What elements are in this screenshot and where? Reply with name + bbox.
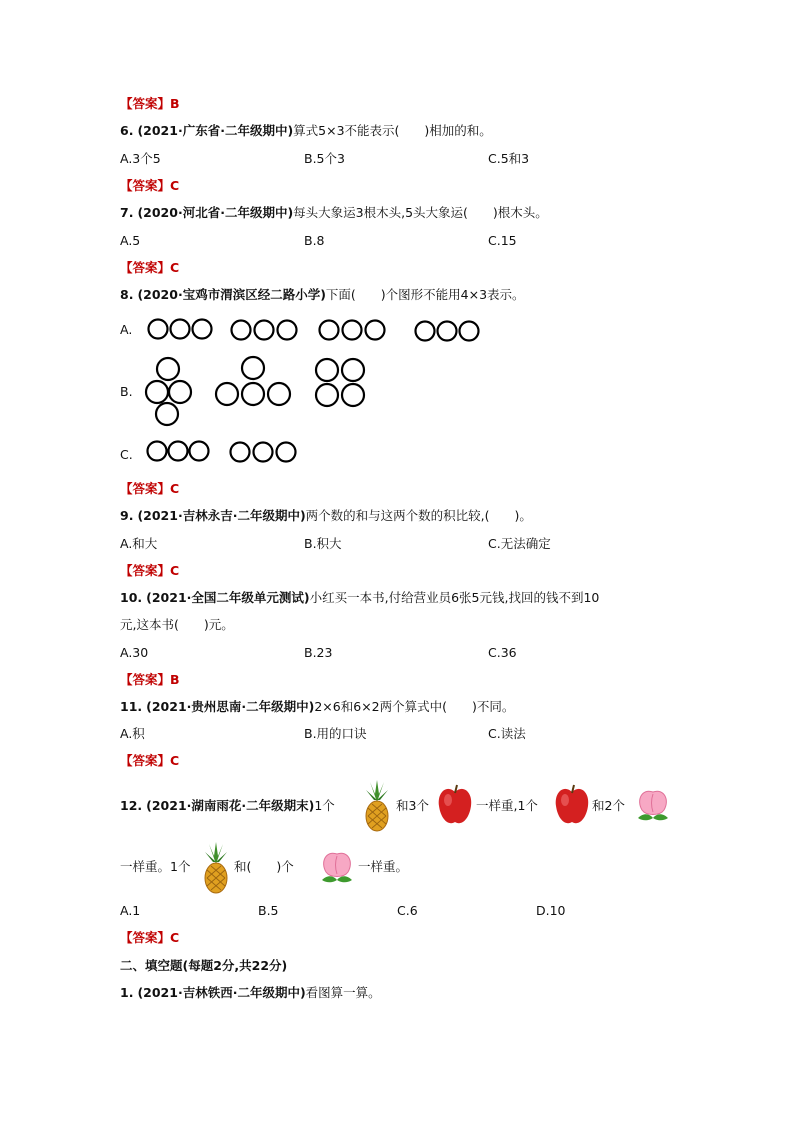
question-number: 10. (120, 590, 143, 605)
question-text: 每头大象运3根木头,5头大象运( )根木头。 (293, 205, 548, 220)
pineapple-icon (201, 842, 231, 894)
question-source: (2021·全国二年级单元测试) (146, 590, 310, 605)
answer-q11 (120, 752, 179, 770)
q7-option-a: A.5 (120, 233, 141, 248)
answer-q6 (120, 177, 179, 195)
pineapple-icon (362, 780, 392, 832)
answer-q7 (120, 259, 179, 277)
apple-icon (437, 784, 473, 826)
question-text: 下面( )个图形不能用4×3表示。 (325, 287, 525, 302)
answer-value: B (170, 96, 180, 111)
question-text: 1个 (314, 798, 335, 813)
question-9 (120, 507, 532, 525)
q8-figure-b (140, 350, 380, 430)
question-source: (2020·宝鸡市渭滨区经二路小学) (137, 287, 326, 302)
apple-icon (554, 784, 590, 826)
answer-label: 【答案】 (120, 672, 171, 687)
q10-option-c: C.36 (488, 645, 517, 660)
answer-q9 (120, 562, 179, 580)
circle-group-2 (216, 357, 290, 405)
question-source: (2021·吉林永吉·二年级期中) (137, 508, 306, 523)
question-text: 2×6和6×2两个算式中( )不同。 (314, 699, 515, 714)
q12-option-c: C.6 (397, 903, 418, 918)
question-12 (120, 797, 335, 815)
answer-value: C (170, 178, 180, 193)
answer-value: C (170, 563, 180, 578)
question-source: (2020·河北省·二年级期中) (137, 205, 294, 220)
peach-icon (634, 786, 672, 824)
answer-label: 【答案】 (120, 260, 171, 275)
question-source: (2021·湖南雨花·二年级期末) (146, 798, 315, 813)
q7-option-b: B.8 (304, 233, 325, 248)
question-number: 9. (120, 508, 134, 523)
circle-group-1 (149, 320, 212, 339)
q12-text-7: 一样重。 (358, 859, 409, 874)
question-source: (2021·吉林铁西·二年级期中) (137, 985, 306, 1000)
circle-group-2 (232, 321, 297, 340)
q12-option-b: B.5 (258, 903, 279, 918)
q9-option-c: C.无法确定 (488, 536, 551, 551)
question-source: (2021·广东省·二年级期中) (137, 123, 294, 138)
q9-option-a: A.和大 (120, 536, 158, 551)
answer-value: C (170, 481, 180, 496)
q8-option-c: C. (120, 447, 133, 462)
answer-label: 【答案】 (120, 930, 171, 945)
question-text: 小红买一本书,付给营业员6张5元钱,找回的钱不到10 (309, 590, 600, 605)
question-number: 7. (120, 205, 134, 220)
answer-label: 【答案】 (120, 563, 171, 578)
question-number: 12. (120, 798, 143, 813)
question-6 (120, 122, 492, 140)
question-10-continued: 元,这本书( )元。 (120, 617, 234, 632)
q11-option-b: B.用的口诀 (304, 726, 367, 741)
answer-value: B (170, 672, 180, 687)
answer-value: C (170, 930, 180, 945)
q8-figure-c (140, 438, 310, 468)
question-source: (2021·贵州思南·二年级期中) (146, 699, 315, 714)
q12-text-6: 和( )个 (234, 859, 294, 874)
answer-q12 (120, 929, 179, 947)
q8-option-a: A. (120, 322, 133, 337)
q12-option-d: D.10 (536, 903, 566, 918)
section2-question-1 (120, 984, 381, 1002)
question-10 (120, 589, 599, 607)
q10-option-b: B.23 (304, 645, 333, 660)
question-number: 11. (120, 699, 143, 714)
q11-option-c: C.读法 (488, 726, 526, 741)
q10-option-a: A.30 (120, 645, 149, 660)
circle-group-4 (416, 322, 479, 341)
question-number: 6. (120, 123, 134, 138)
q9-option-b: B.积大 (304, 536, 342, 551)
q6-option-c: C.5和3 (488, 151, 530, 166)
q8-figure-a (140, 310, 500, 350)
question-number: 1. (120, 985, 134, 1000)
question-text: 算式5×3不能表示( )相加的和。 (293, 123, 492, 138)
q11-option-a: A.积 (120, 726, 145, 741)
question-text: 看图算一算。 (305, 985, 381, 1000)
q12-text-5: 一样重。1个 (120, 859, 191, 874)
circle-group-1 (146, 358, 191, 425)
circle-group-2 (231, 443, 296, 462)
q12-option-a: A.1 (120, 903, 141, 918)
q8-option-b: B. (120, 384, 133, 399)
answer-label: 【答案】 (120, 481, 171, 496)
circle-group-3 (316, 359, 364, 406)
question-7 (120, 204, 548, 222)
question-11 (120, 698, 514, 716)
answer-q8 (120, 480, 179, 498)
answer-label: 【答案】 (120, 753, 171, 768)
section-heading: 二、填空题(每题2分,共22分) (120, 958, 288, 973)
question-number: 8. (120, 287, 134, 302)
q12-text-3: 一样重,1个 (476, 798, 538, 813)
q7-option-c: C.15 (488, 233, 517, 248)
circle-group-3 (320, 321, 385, 340)
question-8 (120, 286, 525, 304)
answer-value: C (170, 753, 180, 768)
answer-q5 (120, 95, 180, 113)
answer-q10 (120, 671, 180, 689)
answer-label: 【答案】 (120, 178, 171, 193)
q6-option-a: A.3个5 (120, 151, 161, 166)
answer-label: 【答案】 (120, 96, 171, 111)
q6-option-b: B.5个3 (304, 151, 345, 166)
q12-text-2: 和3个 (396, 798, 429, 813)
q12-text-4: 和2个 (592, 798, 625, 813)
peach-icon (318, 848, 356, 886)
question-text: 两个数的和与这两个数的积比较,( )。 (305, 508, 532, 523)
circle-group-1 (148, 442, 209, 461)
answer-value: C (170, 260, 180, 275)
